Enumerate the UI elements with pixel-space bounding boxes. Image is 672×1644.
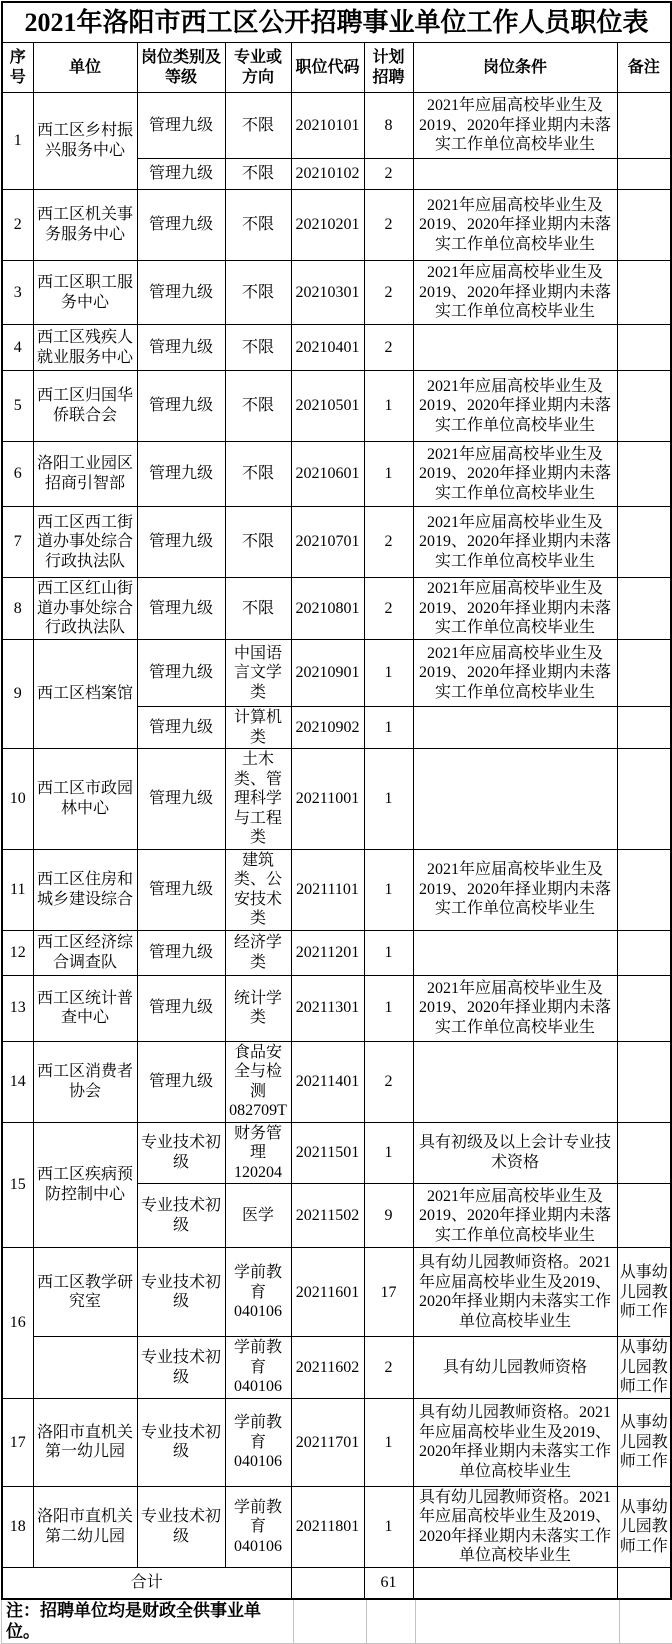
cell-remark: [617, 640, 671, 707]
cell-major: 学前教育040106: [225, 1398, 291, 1486]
cell-major: 医学: [225, 1184, 291, 1248]
table-row: [2, 1248, 671, 1337]
cell-major: 财务管理120204: [225, 1122, 291, 1184]
table-row: [2, 261, 671, 325]
table-row: [2, 930, 671, 975]
table-header-row: [2, 43, 671, 93]
cell-category: 管理九级: [137, 749, 225, 850]
cell-plan-total: 61: [364, 1567, 413, 1599]
cell-major: 不限: [225, 93, 291, 159]
cell-code: 20211701: [291, 1398, 364, 1486]
cell-category: 管理九级: [137, 975, 225, 1041]
table-row: [2, 371, 671, 442]
cell-remark: [617, 261, 671, 325]
cell-no: 16: [2, 1248, 33, 1399]
cell-major: 计算机类: [225, 707, 291, 749]
cell-unit: [33, 1337, 137, 1399]
col-header-unit: 单位: [33, 43, 137, 93]
cell-major: 中国语言文学类: [225, 640, 291, 707]
cell-plan: 1: [364, 849, 413, 930]
cell-major: 统计学类: [225, 975, 291, 1041]
cell-plan: 2: [364, 1041, 413, 1122]
footnote-row: [2, 1600, 672, 1644]
cell-empty: [416, 1600, 620, 1644]
table-row: [2, 1122, 671, 1184]
cell-no: 1: [2, 93, 33, 190]
cell-unit: 西工区机关事务服务中心: [33, 190, 137, 261]
cell-condition: [413, 159, 617, 190]
cell-condition: 2021年应届高校毕业生及2019、2020年择业期内未落实工作单位高校毕业生: [413, 640, 617, 707]
cell-code: 20211601: [291, 1248, 364, 1337]
table-row: [2, 1337, 671, 1399]
cell-plan: 2: [364, 578, 413, 640]
cell-category: 管理九级: [137, 325, 225, 371]
cell-code: 20211801: [291, 1486, 364, 1567]
cell-remark: [617, 1184, 671, 1248]
cell-remark: 从事幼儿园教师工作: [617, 1398, 671, 1486]
table-row: [2, 1041, 671, 1122]
cell-no: 5: [2, 371, 33, 442]
table-title-row: [2, 2, 671, 43]
cell-code: 20210601: [291, 442, 364, 507]
cell-unit: 西工区红山街道办事处综合行政执法队: [33, 578, 137, 640]
cell-condition: 具有幼儿园教师资格。2021年应届高校毕业生及2019、2020年择业期内未落实工作单位高校毕业生: [413, 1486, 617, 1567]
cell-remark: [617, 1041, 671, 1122]
cell-unit: 西工区消费者协会: [33, 1041, 137, 1122]
cell-remark: [617, 442, 671, 507]
cell-condition: 2021年应届高校毕业生及2019、2020年择业期内未落实工作单位高校毕业生: [413, 371, 617, 442]
cell-plan: 1: [364, 930, 413, 975]
cell-category: 管理九级: [137, 640, 225, 707]
table-row: [2, 1567, 671, 1599]
cell-code: 20210501: [291, 371, 364, 442]
cell-no: 17: [2, 1398, 33, 1486]
table-row: [2, 1486, 671, 1567]
cell-category: 专业技术初级: [137, 1486, 225, 1567]
cell-plan: 17: [364, 1248, 413, 1337]
cell-code: 20211401: [291, 1041, 364, 1122]
cell-remark: 从事幼儿园教师工作: [617, 1248, 671, 1337]
table-row: [2, 325, 671, 371]
cell-code: 20210102: [291, 159, 364, 190]
cell-code: 20210101: [291, 93, 364, 159]
cell-plan: 2: [364, 507, 413, 578]
cell-major: 建筑类、公安技术类: [225, 849, 291, 930]
cell-condition: 2021年应届高校毕业生及2019、2020年择业期内未落实工作单位高校毕业生: [413, 261, 617, 325]
cell-no: 6: [2, 442, 33, 507]
cell-condition: 2021年应届高校毕业生及2019、2020年择业期内未落实工作单位高校毕业生: [413, 578, 617, 640]
cell-no: 12: [2, 930, 33, 975]
cell-unit: 西工区市政园林中心: [33, 749, 137, 850]
col-header-condition: 岗位条件: [413, 43, 617, 93]
cell-code: 20210201: [291, 190, 364, 261]
cell-code: 20211101: [291, 849, 364, 930]
cell-unit: 西工区经济综合调查队: [33, 930, 137, 975]
recruitment-position-table: [1, 1, 672, 1600]
cell-category: 专业技术初级: [137, 1122, 225, 1184]
cell-remark: [617, 749, 671, 850]
cell-unit: 洛阳工业园区招商引智部: [33, 442, 137, 507]
cell-major: 不限: [225, 159, 291, 190]
cell-plan: 1: [364, 442, 413, 507]
cell-plan: 2: [364, 190, 413, 261]
cell-condition: 具有幼儿园教师资格: [413, 1337, 617, 1399]
cell-plan: 1: [364, 1122, 413, 1184]
cell-plan: 1: [364, 975, 413, 1041]
cell-remark: [617, 325, 671, 371]
cell-plan: 1: [364, 1398, 413, 1486]
cell-plan: 1: [364, 749, 413, 850]
cell-category: 管理九级: [137, 261, 225, 325]
table-row: [2, 190, 671, 261]
cell-code: 20211502: [291, 1184, 364, 1248]
cell-category: 专业技术初级: [137, 1337, 225, 1399]
cell-no: 9: [2, 640, 33, 749]
cell-category: 管理九级: [137, 707, 225, 749]
cell-remark: [617, 190, 671, 261]
cell-unit: 西工区统计普查中心: [33, 975, 137, 1041]
cell-plan: 1: [364, 371, 413, 442]
cell-category: 专业技术初级: [137, 1398, 225, 1486]
cell-condition: 具有幼儿园教师资格。2021年应届高校毕业生及2019、2020年择业期内未落实工作单位高校毕业生: [413, 1398, 617, 1486]
cell-remark: [617, 159, 671, 190]
footnote-text: 注：招聘单位均是财政全供事业单位。: [2, 1600, 294, 1644]
cell-code: 20211501: [291, 1122, 364, 1184]
table-row: [2, 507, 671, 578]
cell-condition: 2021年应届高校毕业生及2019、2020年择业期内未落实工作单位高校毕业生: [413, 1184, 617, 1248]
cell-major: 不限: [225, 507, 291, 578]
cell-unit: 洛阳市直机关第二幼儿园: [33, 1486, 137, 1567]
col-header-plan: 计划招聘: [364, 43, 413, 93]
cell-category: 专业技术初级: [137, 1248, 225, 1337]
cell-condition: 2021年应届高校毕业生及2019、2020年择业期内未落实工作单位高校毕业生: [413, 507, 617, 578]
col-header-serial: 序号: [2, 43, 33, 93]
cell-major: 学前教育040106: [225, 1337, 291, 1399]
cell-major: 不限: [225, 190, 291, 261]
cell-category: 管理九级: [137, 1041, 225, 1122]
cell-remark: 从事幼儿园教师工作: [617, 1337, 671, 1399]
cell-condition: [413, 1567, 617, 1599]
table-row: [2, 93, 671, 159]
cell-no: 18: [2, 1486, 33, 1567]
cell-unit: 洛阳市直机关第一幼儿园: [33, 1398, 137, 1486]
cell-major: 土木类、管理科学与工程类: [225, 749, 291, 850]
cell-no: 2: [2, 190, 33, 261]
cell-major: 不限: [225, 325, 291, 371]
cell-remark: [617, 578, 671, 640]
cell-major: 不限: [225, 261, 291, 325]
page-title: 2021年洛阳市西工区公开招聘事业单位工作人员职位表: [2, 2, 671, 43]
cell-code: 20210901: [291, 640, 364, 707]
cell-no: 10: [2, 749, 33, 850]
cell-unit: 西工区档案馆: [33, 640, 137, 749]
cell-condition: 2021年应届高校毕业生及2019、2020年择业期内未落实工作单位高校毕业生: [413, 442, 617, 507]
cell-code: [291, 1567, 364, 1599]
col-header-code: 职位代码: [291, 43, 364, 93]
cell-code: 20210801: [291, 578, 364, 640]
cell-no: 13: [2, 975, 33, 1041]
cell-major: 食品安全与检测082709T: [225, 1041, 291, 1122]
cell-condition: [413, 749, 617, 850]
cell-condition: [413, 930, 617, 975]
cell-plan: 8: [364, 93, 413, 159]
cell-no: 7: [2, 507, 33, 578]
table-row: [2, 849, 671, 930]
cell-plan: 2: [364, 1337, 413, 1399]
cell-category: 管理九级: [137, 930, 225, 975]
cell-major: 学前教育040106: [225, 1486, 291, 1567]
col-header-category: 岗位类别及等级: [137, 43, 225, 93]
cell-category: 管理九级: [137, 159, 225, 190]
table-row: [2, 442, 671, 507]
cell-condition: 具有幼儿园教师资格。2021年应届高校毕业生及2019、2020年择业期内未落实工作单位高校毕业生: [413, 1248, 617, 1337]
cell-category: 管理九级: [137, 190, 225, 261]
cell-major: 经济学类: [225, 930, 291, 975]
cell-plan: 2: [364, 325, 413, 371]
cell-major: 不限: [225, 578, 291, 640]
cell-no: 15: [2, 1122, 33, 1248]
cell-code: 20210902: [291, 707, 364, 749]
cell-major: 不限: [225, 442, 291, 507]
cell-remark: [617, 930, 671, 975]
cell-plan: 1: [364, 640, 413, 707]
table-row: [2, 578, 671, 640]
cell-no: 11: [2, 849, 33, 930]
cell-condition: 2021年应届高校毕业生及2019、2020年择业期内未落实工作单位高校毕业生: [413, 849, 617, 930]
cell-empty: [367, 1600, 416, 1644]
cell-unit: 西工区归国华侨联合会: [33, 371, 137, 442]
cell-code: 20211201: [291, 930, 364, 975]
cell-category: 管理九级: [137, 507, 225, 578]
cell-unit: 西工区疾病预防控制中心: [33, 1122, 137, 1248]
cell-unit: 西工区乡村振兴服务中心: [33, 93, 137, 190]
cell-plan: 1: [364, 707, 413, 749]
cell-plan: 2: [364, 261, 413, 325]
cell-remark: [617, 371, 671, 442]
cell-code: 20210701: [291, 507, 364, 578]
cell-no: 14: [2, 1041, 33, 1122]
cell-remark: 从事幼儿园教师工作: [617, 1486, 671, 1567]
cell-plan: 9: [364, 1184, 413, 1248]
cell-unit: 西工区教学研究室: [33, 1248, 137, 1337]
cell-category: 管理九级: [137, 578, 225, 640]
cell-unit: 西工区残疾人就业服务中心: [33, 325, 137, 371]
cell-code: 20211602: [291, 1337, 364, 1399]
cell-major: 不限: [225, 371, 291, 442]
cell-total-label: 合计: [2, 1567, 291, 1599]
footnote-table: [1, 1600, 672, 1644]
cell-category: 管理九级: [137, 849, 225, 930]
cell-unit: 西工区住房和城乡建设综合: [33, 849, 137, 930]
cell-no: 3: [2, 261, 33, 325]
cell-condition: 具有初级及以上会计专业技术资格: [413, 1122, 617, 1184]
cell-code: 20211001: [291, 749, 364, 850]
cell-category: 管理九级: [137, 93, 225, 159]
cell-empty: [294, 1600, 367, 1644]
cell-code: 20210301: [291, 261, 364, 325]
cell-condition: [413, 1041, 617, 1122]
cell-remark: [617, 975, 671, 1041]
cell-major: 学前教育040106: [225, 1248, 291, 1337]
table-row: [2, 975, 671, 1041]
cell-category: 专业技术初级: [137, 1184, 225, 1248]
cell-remark: [617, 707, 671, 749]
cell-category: 管理九级: [137, 442, 225, 507]
table-row: [2, 640, 671, 707]
cell-unit: 西工区职工服务中心: [33, 261, 137, 325]
cell-unit: 西工区西工街道办事处综合行政执法队: [33, 507, 137, 578]
cell-code: 20211301: [291, 975, 364, 1041]
cell-remark: [617, 1567, 671, 1599]
cell-condition: 2021年应届高校毕业生及2019、2020年择业期内未落实工作单位高校毕业生: [413, 975, 617, 1041]
col-header-major: 专业或方向: [225, 43, 291, 93]
cell-plan: 2: [364, 159, 413, 190]
cell-remark: [617, 1122, 671, 1184]
cell-remark: [617, 507, 671, 578]
table-row: [2, 1398, 671, 1486]
cell-plan: 1: [364, 1486, 413, 1567]
cell-remark: [617, 93, 671, 159]
cell-condition: [413, 325, 617, 371]
cell-no: 4: [2, 325, 33, 371]
cell-condition: 2021年应届高校毕业生及2019、2020年择业期内未落实工作单位高校毕业生: [413, 93, 617, 159]
cell-category: 管理九级: [137, 371, 225, 442]
cell-remark: [617, 849, 671, 930]
col-header-remark: 备注: [617, 43, 671, 93]
cell-no: 8: [2, 578, 33, 640]
cell-code: 20210401: [291, 325, 364, 371]
cell-condition: 2021年应届高校毕业生及2019、2020年择业期内未落实工作单位高校毕业生: [413, 190, 617, 261]
cell-empty: [620, 1600, 672, 1644]
cell-condition: [413, 707, 617, 749]
table-row: [2, 749, 671, 850]
